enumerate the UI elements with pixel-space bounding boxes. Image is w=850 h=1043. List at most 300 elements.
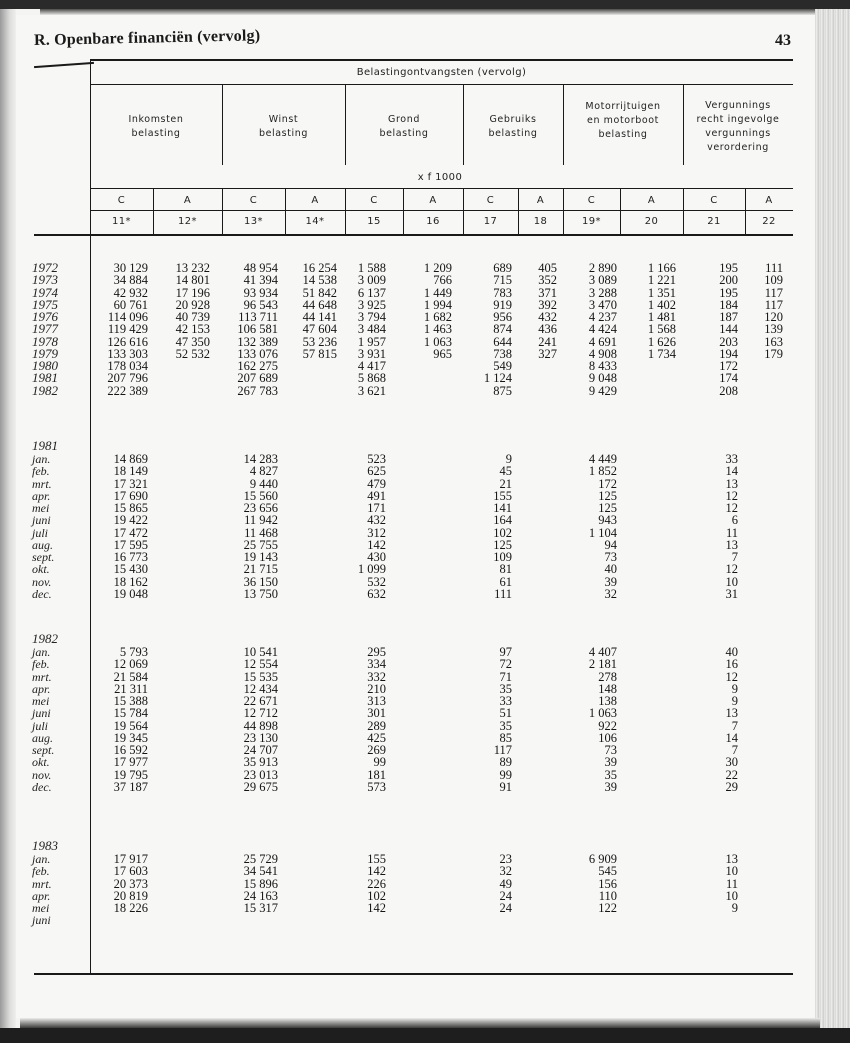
row-label: nov. [32, 767, 52, 782]
table-cell: 16 773 [113, 550, 148, 564]
table-cell: 11 [725, 876, 738, 891]
table-cell: 2 890 [588, 261, 617, 275]
table-cell: 8 433 [588, 359, 617, 373]
table-cell: 109 [764, 273, 783, 288]
row-label: mei [32, 901, 50, 915]
table-cell: 81 [499, 562, 512, 577]
column-number: 22 [762, 216, 776, 227]
table-cell: 44 648 [302, 297, 337, 312]
table-cell: 13 [725, 706, 738, 721]
table-cell: 12 [725, 669, 738, 684]
table-cell: 194 [719, 346, 738, 361]
table-cell: 965 [433, 346, 452, 361]
row-label: 1978 [32, 333, 58, 349]
group-header-line: Winst [268, 114, 299, 125]
table-cell: 573 [367, 779, 386, 794]
table-cell: 23 [499, 852, 512, 866]
table-cell: 1 166 [647, 261, 676, 275]
table-cell: 12 [725, 488, 738, 503]
table-cell: 4 424 [588, 322, 617, 337]
table-cell: 11 942 [244, 513, 278, 528]
table-cell: 24 [499, 888, 512, 903]
table-cell: 44 898 [243, 718, 278, 733]
table-cell: 269 [367, 743, 386, 757]
table-cell: 94 [604, 537, 617, 552]
table-cell: 295 [367, 645, 386, 659]
table-cell: 25 729 [243, 852, 278, 866]
table-cell: 1 481 [647, 310, 676, 324]
rule-bottom [34, 973, 793, 975]
group-header-line: en motorboot [587, 115, 659, 126]
table-cell: 21 584 [113, 669, 148, 684]
table-cell: 117 [493, 743, 512, 757]
table-cell: 106 581 [237, 322, 278, 337]
table-cell: 689 [493, 261, 512, 275]
row-label: juli [32, 525, 49, 540]
table-cell: 35 [604, 767, 617, 782]
table-cell: 99 [499, 767, 512, 782]
table-cell: 15 560 [243, 488, 278, 503]
table-cell: 163 [764, 334, 783, 349]
table-cell: 312 [367, 525, 386, 540]
table-cell: 17 690 [113, 488, 148, 503]
table-cell: 14 [725, 464, 738, 479]
row-label: feb. [32, 464, 50, 479]
table-cell: 138 [598, 694, 617, 708]
table-cell: 17 321 [113, 476, 148, 491]
table-cell: 15 535 [243, 669, 278, 684]
row-label: 1975 [32, 296, 58, 312]
group-header-line: belasting [379, 128, 429, 139]
table-cell: 99 [373, 755, 386, 770]
table-cell: 956 [493, 310, 512, 324]
table-cell: 155 [493, 488, 512, 503]
ca-label: A [429, 195, 437, 206]
table-cell: 6 909 [588, 852, 617, 866]
table-cell: 210 [367, 681, 386, 696]
table-cell: 18 149 [113, 464, 148, 479]
table-cell: 1 626 [647, 334, 676, 349]
table-cell: 142 [367, 864, 386, 879]
section-heading-year: 1983 [32, 838, 58, 853]
table-cell: 19 422 [113, 513, 148, 528]
table-cell: 119 429 [107, 322, 148, 337]
row-label: apr. [32, 681, 51, 696]
table-cell: 195 [719, 285, 738, 300]
row-label: dec. [32, 779, 52, 794]
table-cell: 203 [719, 334, 738, 349]
table-cell: 24 707 [243, 743, 278, 757]
table-cell: 491 [367, 488, 386, 503]
table-cell: 110 [598, 888, 617, 903]
table-cell: 12 554 [243, 657, 278, 672]
table-cell: 47 604 [302, 322, 337, 337]
table-cell: 47 350 [175, 334, 210, 349]
table-cell: 113 711 [238, 310, 278, 324]
column-number: 19* [582, 216, 601, 227]
table-cell: 29 [725, 779, 738, 794]
table-cell: 35 913 [243, 755, 278, 770]
table-cell: 111 [765, 261, 783, 275]
table-cell: 195 [719, 261, 738, 275]
page-number: 43 [775, 32, 791, 49]
row-label: 1979 [32, 345, 58, 361]
table-cell: 32 [499, 864, 512, 879]
row-label: feb. [32, 864, 50, 879]
table-cell: 13 [725, 476, 738, 491]
row-label: juli [32, 718, 49, 733]
row-label: mei [32, 501, 50, 515]
table-cell: 1 463 [423, 322, 452, 337]
table-cell: 40 [725, 645, 738, 659]
row-label: mrt. [32, 669, 52, 684]
table-cell: 15 784 [113, 706, 148, 721]
column-number: 13* [244, 216, 263, 227]
table-cell: 42 153 [175, 322, 210, 337]
table-cell: 181 [367, 767, 386, 782]
table-cell: 12 069 [113, 657, 148, 672]
table-cell: 3 484 [357, 322, 386, 337]
ca-label: A [311, 195, 319, 206]
table-cell: 39 [604, 574, 617, 589]
table-cell: 13 [725, 537, 738, 552]
table-cell: 11 468 [244, 525, 278, 540]
column-number: 20 [644, 216, 659, 227]
table-cell: 20 819 [113, 888, 148, 903]
table-cell: 122 [598, 901, 617, 915]
table-cell: 89 [499, 755, 512, 770]
table-cell: 21 [499, 476, 512, 491]
table-cell: 15 430 [113, 562, 148, 577]
table-cell: 117 [764, 285, 783, 300]
table-cell: 93 934 [243, 285, 278, 300]
table-cell: 73 [604, 743, 617, 757]
table-cell: 9 [731, 694, 738, 708]
row-label: 1972 [32, 260, 58, 275]
row-label: juni [32, 706, 51, 721]
row-label: jan. [32, 852, 51, 866]
group-header-line: belasting [131, 128, 181, 139]
table-cell: 14 801 [175, 273, 210, 288]
table-cell: 200 [719, 273, 738, 288]
row-label: 1974 [32, 284, 58, 300]
table-cell: 49 [499, 876, 512, 891]
table-cell: 289 [367, 718, 386, 733]
table-cell: 187 [719, 310, 738, 324]
table-cell: 1 099 [357, 562, 386, 577]
table-cell: 207 689 [237, 371, 278, 386]
table-cell: 125 [598, 488, 617, 503]
table-cell: 1 568 [647, 322, 676, 337]
table-cell: 171 [367, 501, 386, 515]
table-cell: 142 [367, 901, 386, 915]
table-cell: 301 [367, 706, 386, 721]
table-cell: 102 [367, 888, 386, 903]
table-cell: 1 957 [357, 334, 386, 349]
table-cell: 15 388 [113, 694, 148, 708]
row-label: mrt. [32, 476, 52, 491]
table-cell: 10 [725, 864, 738, 879]
table-cell: 23 013 [243, 767, 278, 782]
table-cell: 549 [493, 359, 512, 373]
row-label: 1976 [32, 309, 58, 324]
table-cell: 31 [725, 586, 738, 601]
table-cell: 85 [499, 730, 512, 745]
group-header-line: vergunnings [705, 128, 771, 139]
table-cell: 7 [731, 550, 738, 564]
table-cell: 184 [719, 297, 738, 312]
table-cell: 32 [604, 586, 617, 601]
table-cell: 1 124 [483, 371, 512, 386]
table-cell: 29 675 [243, 779, 278, 794]
ca-label: A [647, 195, 656, 206]
row-label: jan. [32, 645, 51, 659]
table-cell: 18 226 [113, 901, 148, 915]
table-cell: 19 048 [113, 586, 148, 601]
table-cell: 71 [499, 669, 512, 684]
table-cell: 22 [725, 767, 738, 782]
table-cell: 14 [725, 730, 738, 745]
table-cell: 48 954 [243, 261, 278, 275]
table-cell: 9 429 [588, 383, 617, 398]
table-cell: 5 793 [119, 645, 148, 659]
table-cell: 4 237 [588, 310, 617, 324]
row-label: juni [32, 513, 51, 528]
column-number: 16 [426, 216, 440, 227]
table-cell: 208 [719, 383, 738, 398]
table-cell: 4 449 [588, 452, 617, 466]
table-cell: 3 925 [357, 297, 386, 312]
table-cell: 919 [493, 297, 512, 312]
table-cell: 40 739 [175, 310, 210, 324]
table-cell: 172 [719, 359, 738, 373]
table-cell: 12 [725, 562, 738, 577]
scan-top-edge [0, 0, 850, 9]
super-header: Belastingontvangsten (vervolg) [356, 67, 527, 78]
table-cell: 73 [604, 550, 617, 564]
table-cell: 117 [764, 297, 783, 312]
table-cell: 241 [538, 334, 557, 349]
table-cell: 7 [731, 743, 738, 757]
row-label: jan. [32, 452, 51, 466]
table-cell: 15 865 [113, 501, 148, 515]
group-header-line: Inkomsten [128, 114, 184, 125]
table-cell: 106 [598, 730, 617, 745]
table-cell: 15 896 [243, 876, 278, 891]
table-cell: 96 543 [243, 297, 278, 312]
table-cell: 51 [499, 706, 512, 721]
table-cell: 3 288 [588, 285, 617, 300]
table-cell: 14 283 [243, 452, 278, 466]
table-cell: 144 [719, 322, 738, 337]
table-cell: 1 588 [357, 261, 386, 275]
ca-label: C [587, 195, 596, 206]
table-cell: 34 884 [113, 273, 148, 288]
table-cell: 172 [598, 476, 617, 491]
table-cell: 3 089 [588, 273, 617, 288]
column-number: 15 [367, 216, 381, 227]
table-cell: 35 [499, 718, 512, 733]
column-number: 12* [178, 216, 197, 227]
row-label: 1980 [32, 358, 58, 373]
column-number: 21 [707, 216, 721, 227]
row-label: juni [32, 913, 51, 928]
table-cell: 133 076 [237, 346, 278, 361]
table-cell: 120 [764, 310, 783, 324]
page-title: R. Openbare financiën (vervolg) [33, 27, 261, 49]
table-cell: 1 994 [423, 297, 452, 312]
table-cell: 41 394 [243, 273, 278, 288]
table-cell: 132 389 [237, 334, 278, 349]
table-cell: 392 [538, 297, 557, 312]
table-cell: 432 [538, 310, 557, 324]
row-label: okt. [32, 755, 50, 770]
row-label: okt. [32, 562, 50, 577]
section-heading-year: 1981 [32, 438, 58, 453]
table-cell: 23 656 [243, 501, 278, 515]
table-cell: 1 063 [423, 334, 452, 349]
table-cell: 35 [499, 681, 512, 696]
table-cell: 178 034 [107, 359, 148, 373]
table-cell: 61 [499, 574, 512, 589]
table-cell: 644 [493, 334, 512, 349]
table-cell: 875 [493, 383, 512, 398]
table-cell: 33 [725, 452, 738, 466]
table-cell: 97 [499, 645, 512, 659]
table-cell: 9 440 [249, 476, 278, 491]
table-cell: 91 [499, 779, 512, 794]
rule-unit [90, 188, 793, 189]
table-cell: 1 209 [423, 261, 452, 275]
table-cell: 142 [367, 537, 386, 552]
table-cell: 313 [367, 694, 386, 708]
table-cell: 5 868 [357, 371, 386, 386]
table-cell: 53 236 [302, 334, 337, 349]
table-cell: 222 389 [107, 383, 148, 398]
table-cell: 436 [538, 322, 557, 337]
table-cell: 4 827 [249, 464, 278, 479]
rule-super-header [90, 84, 793, 85]
table-cell: 13 750 [243, 586, 278, 601]
table-cell: 42 932 [113, 285, 148, 300]
table-cell: 111 [494, 586, 512, 601]
table-cell: 162 275 [237, 359, 278, 373]
table-cell: 267 783 [237, 383, 278, 398]
table-cell: 532 [367, 574, 386, 589]
group-header-line: belasting [598, 129, 648, 140]
table-cell: 479 [367, 476, 386, 491]
table-cell: 15 317 [243, 901, 278, 915]
table-cell: 20 373 [113, 876, 148, 891]
table-cell: 44 141 [302, 310, 337, 324]
table-cell: 9 048 [588, 371, 617, 386]
table-cell: 9 [731, 901, 738, 915]
group-header-line: recht ingevolge [696, 114, 780, 125]
table-cell: 3 794 [357, 310, 386, 324]
table-cell: 39 [604, 779, 617, 794]
table-cell: 874 [493, 322, 512, 337]
row-label: sept. [32, 743, 55, 757]
row-label: 1973 [32, 272, 58, 288]
table-cell: 17 595 [113, 537, 148, 552]
table-cell: 51 842 [302, 285, 337, 300]
table-cell: 4 407 [588, 645, 617, 659]
scan-bottom-edge [0, 1028, 850, 1043]
table-cell: 60 761 [113, 297, 148, 312]
table-cell: 133 303 [107, 346, 148, 361]
table-cell: 6 [731, 513, 738, 528]
table-cell: 114 096 [107, 310, 148, 324]
group-header-line: Motorrijtuigen [585, 101, 661, 112]
table-cell: 738 [493, 346, 512, 361]
table-cell: 632 [367, 586, 386, 601]
table-cell: 10 541 [243, 645, 278, 659]
table-cell: 72 [499, 657, 512, 672]
rule-ca [90, 210, 793, 211]
table-cell: 1 221 [647, 273, 676, 288]
table-cell: 148 [598, 681, 617, 696]
table-cell: 545 [598, 864, 617, 879]
table-cell: 715 [493, 273, 512, 288]
row-label: feb. [32, 657, 50, 672]
table-cell: 1 734 [647, 346, 676, 361]
group-header-line: belasting [488, 128, 538, 139]
table-cell: 25 755 [243, 537, 278, 552]
table-cell: 24 [499, 901, 512, 915]
table-cell: 52 532 [175, 346, 210, 361]
ca-label: C [486, 195, 495, 206]
table-cell: 37 187 [113, 779, 148, 794]
table-cell: 10 [725, 888, 738, 903]
table-cell: 139 [764, 322, 783, 337]
table-cell: 12 712 [243, 706, 278, 721]
ca-label: A [183, 195, 192, 206]
row-label: sept. [32, 550, 55, 564]
table-cell: 922 [598, 718, 617, 733]
table-cell: 432 [367, 513, 386, 528]
table-cell: 4 908 [588, 346, 617, 361]
table-cell: 19 795 [113, 767, 148, 782]
table-cell: 179 [764, 346, 783, 361]
table-cell: 16 [725, 657, 738, 672]
table-cell: 20 928 [175, 297, 210, 312]
table-cell: 9 [505, 452, 512, 466]
row-label: aug. [32, 537, 53, 552]
ca-label: C [117, 195, 126, 206]
rule-header-bottom [34, 234, 793, 236]
section-heading-year: 1982 [32, 631, 58, 646]
table-cell: 4 691 [588, 334, 617, 349]
table-cell: 278 [598, 669, 617, 684]
table-cell: 625 [367, 464, 386, 479]
table-cell: 523 [367, 452, 386, 466]
table-cell: 13 232 [175, 261, 210, 275]
table-cell: 6 137 [357, 285, 386, 300]
table-cell: 12 [725, 501, 738, 515]
table-cell: 21 311 [114, 681, 148, 696]
row-label: mei [32, 694, 50, 708]
table-cell: 36 150 [243, 574, 278, 589]
group-header-line: Vergunnings [705, 100, 771, 111]
table-cell: 141 [493, 501, 512, 515]
ca-label: A [536, 195, 545, 206]
table-cell: 207 796 [107, 371, 148, 386]
row-label: mrt. [32, 876, 52, 891]
table-cell: 12 434 [243, 681, 278, 696]
row-label: 1977 [32, 321, 58, 337]
table-cell: 156 [598, 876, 617, 891]
table-cell: 2 181 [588, 657, 617, 672]
